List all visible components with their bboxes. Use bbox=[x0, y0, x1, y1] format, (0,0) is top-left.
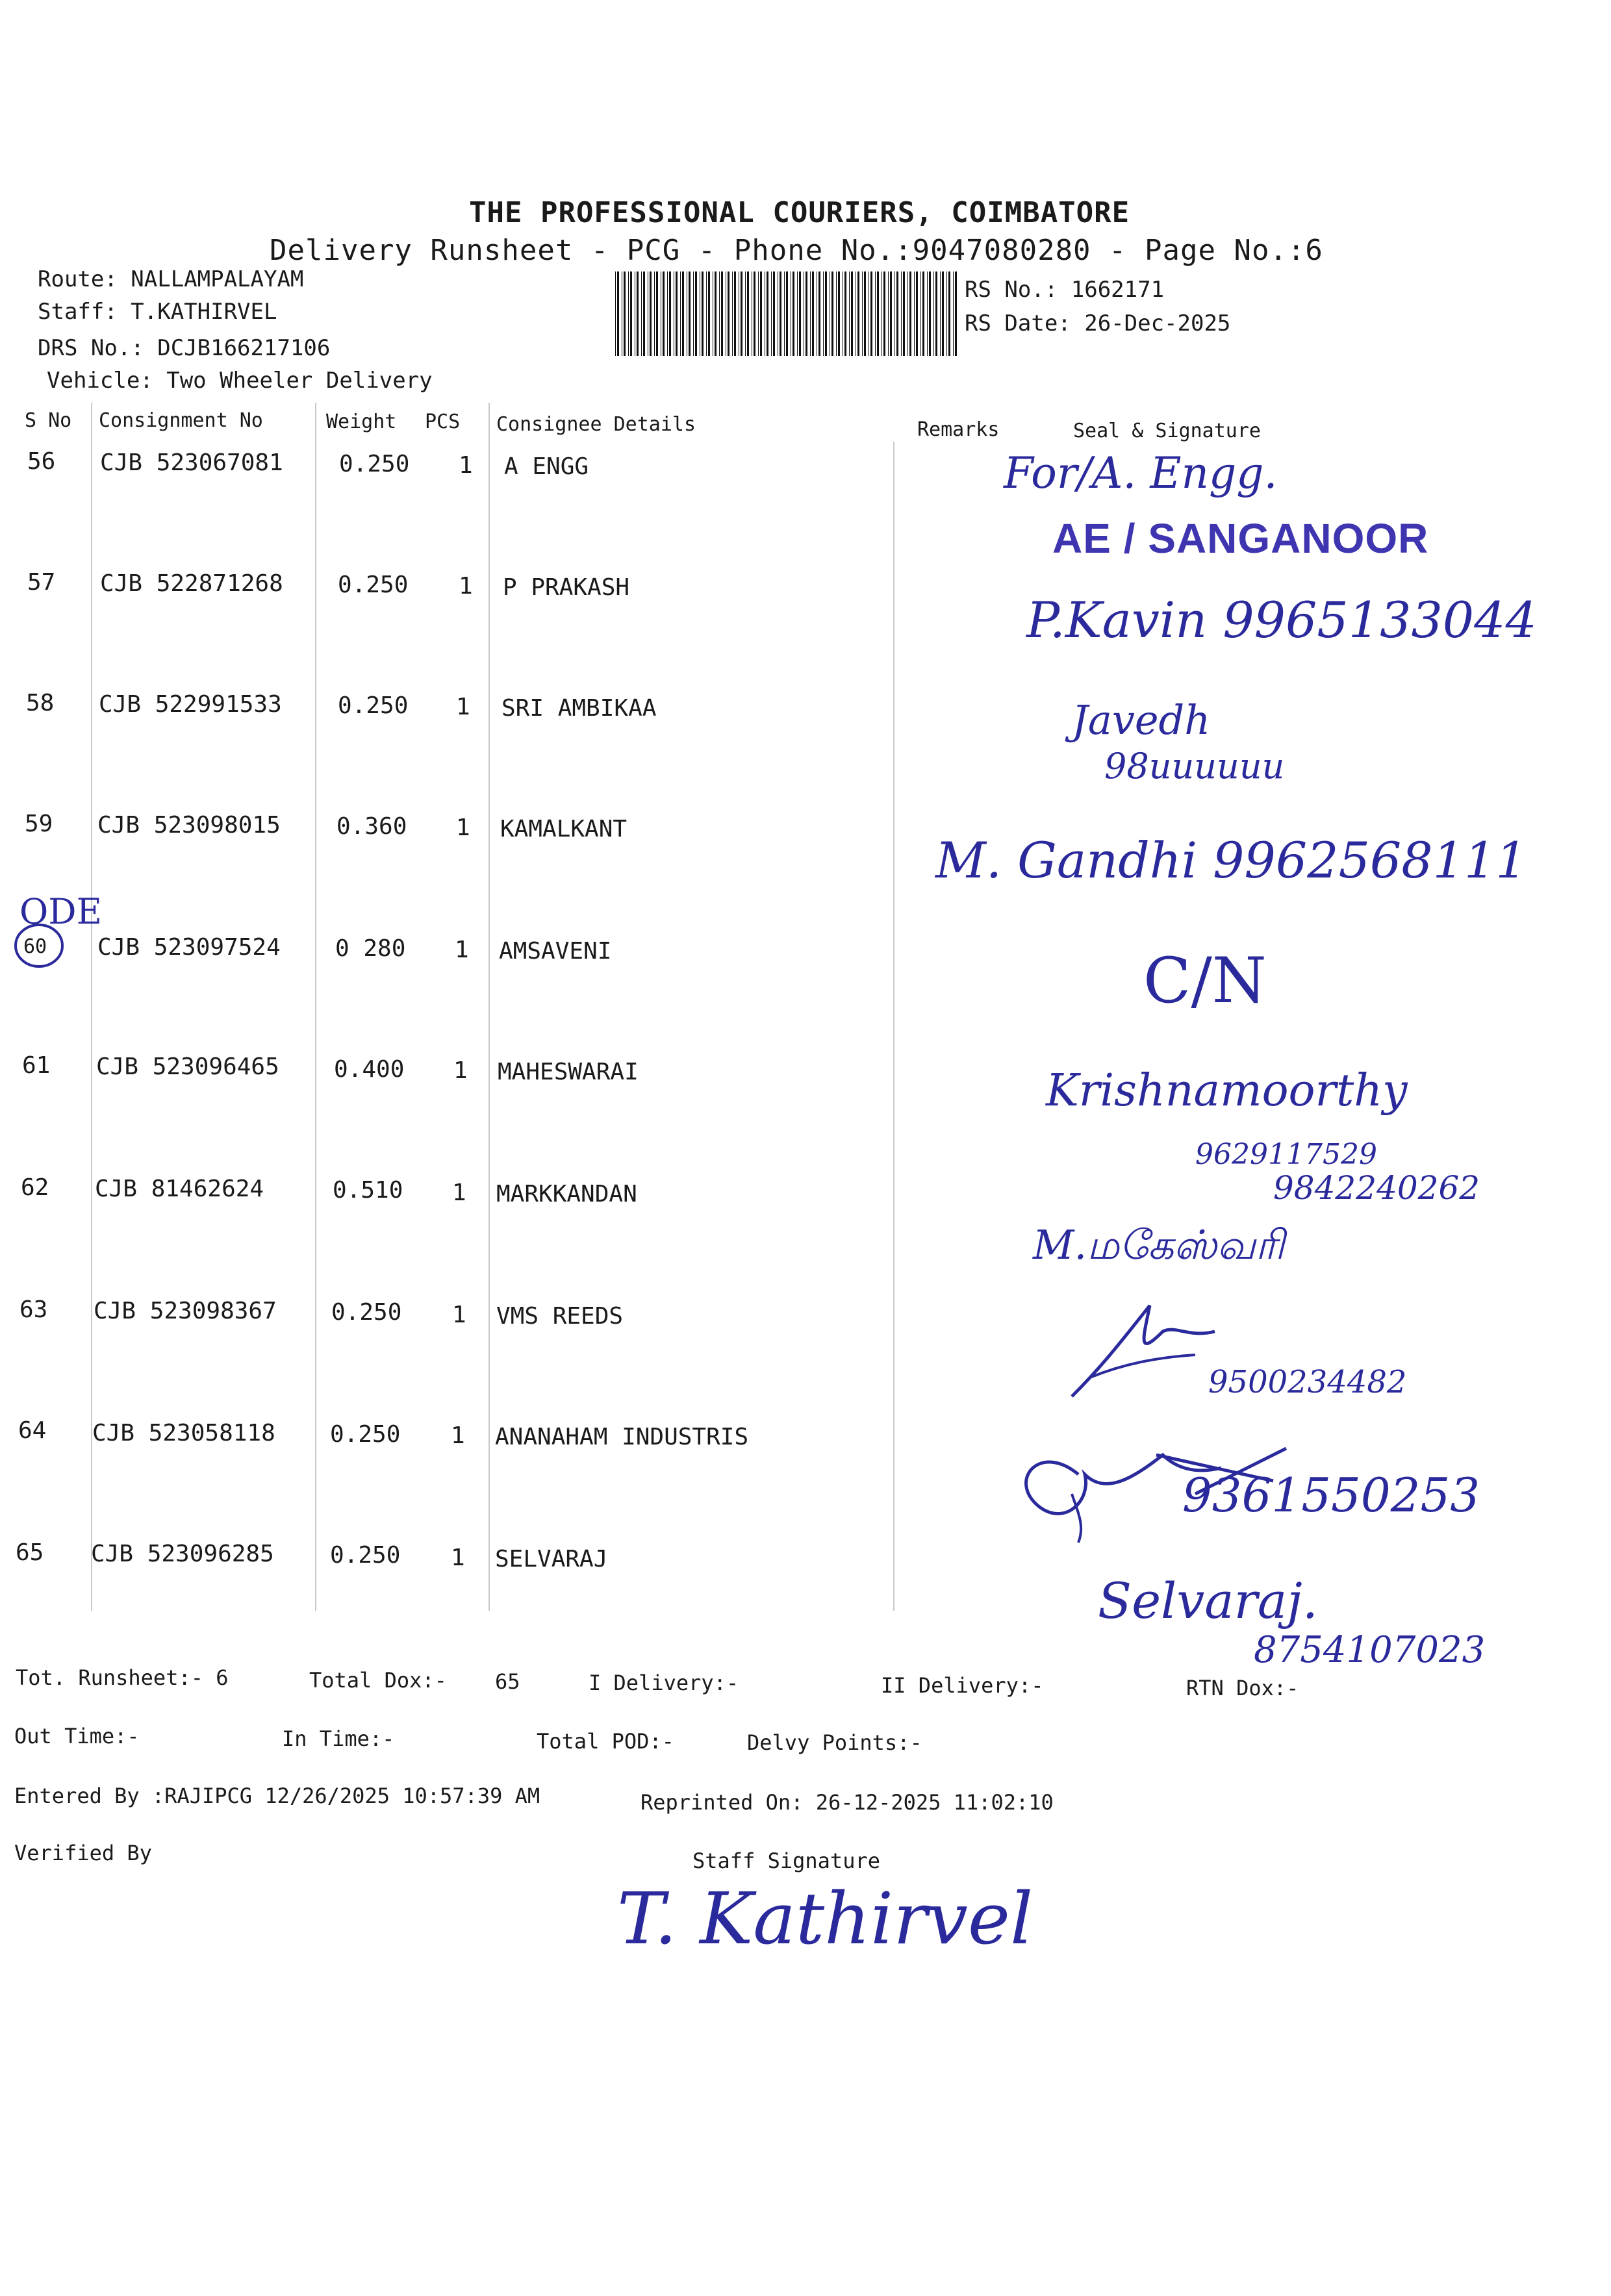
barcode-bar bbox=[702, 271, 704, 356]
barcode-bar bbox=[693, 271, 694, 356]
barcode-bar bbox=[857, 271, 859, 356]
row-sno: 62 bbox=[21, 1174, 49, 1201]
barcode-bar bbox=[955, 271, 957, 356]
col-header-weight: Weight bbox=[326, 410, 397, 433]
barcode-bar bbox=[643, 271, 645, 356]
barcode-bar bbox=[721, 271, 723, 356]
barcode-bar bbox=[637, 271, 639, 356]
handwritten-row58-name: Javedh bbox=[1072, 696, 1211, 744]
barcode-bar bbox=[695, 271, 697, 356]
total-dox-value: 65 bbox=[495, 1669, 520, 1694]
handwritten-row61-name: Krishnamoorthy bbox=[1046, 1065, 1408, 1116]
row-consignment-no: CJB 523098367 bbox=[94, 1298, 277, 1324]
barcode-bar bbox=[890, 271, 892, 356]
row-consignee: AMSAVENI bbox=[499, 938, 612, 965]
barcode-bar bbox=[914, 271, 915, 356]
row-pcs: 1 bbox=[459, 573, 473, 599]
barcode-bar bbox=[920, 271, 921, 356]
row-weight: 0.250 bbox=[330, 1421, 401, 1448]
row-weight: 0.510 bbox=[333, 1177, 403, 1204]
barcode-bar bbox=[641, 271, 642, 356]
barcode-bar bbox=[615, 271, 616, 356]
barcode-bar bbox=[953, 271, 954, 356]
in-time-label: In Time:- bbox=[282, 1726, 395, 1751]
row-consignee: SRI AMBIKAA bbox=[501, 695, 657, 722]
handwritten-row62: M.மகேஸ்வரி bbox=[1033, 1221, 1285, 1268]
verified-by-label: Verified By bbox=[14, 1841, 152, 1865]
barcode-bar bbox=[741, 271, 742, 356]
barcode-bar bbox=[805, 271, 807, 356]
handwritten-row61-number2: 9842240262 bbox=[1273, 1169, 1480, 1207]
handwritten-row58-number: 98uuuuuu bbox=[1104, 746, 1285, 787]
barcode-image bbox=[614, 271, 958, 356]
barcode-bar bbox=[734, 271, 736, 356]
row-consignee: P PRAKASH bbox=[503, 574, 630, 601]
row-consignee: ANANAHAM INDUSTRIS bbox=[495, 1424, 749, 1450]
rtn-dox-label: RTN Dox:- bbox=[1186, 1676, 1299, 1700]
row-weight: 0.250 bbox=[331, 1299, 402, 1326]
barcode-bar bbox=[909, 271, 911, 356]
barcode-bar bbox=[760, 271, 762, 356]
out-time-label: Out Time:- bbox=[14, 1724, 140, 1748]
handwritten-row65-number: 8754107023 bbox=[1254, 1629, 1486, 1671]
signature-scribble-row64 bbox=[1000, 1403, 1312, 1546]
row-weight: 0.360 bbox=[336, 813, 407, 840]
barcode-bar bbox=[929, 271, 931, 356]
barcode-bar bbox=[903, 271, 905, 356]
barcode-bar bbox=[797, 271, 798, 356]
barcode-bar bbox=[793, 271, 794, 356]
row-consignment-no: CJB 523058118 bbox=[92, 1420, 275, 1446]
handwritten-row60: C/N bbox=[1143, 944, 1267, 1017]
row-pcs: 1 bbox=[451, 1545, 465, 1571]
barcode-bar bbox=[894, 271, 895, 356]
rs-number: RS No.: 1662171 bbox=[965, 277, 1165, 303]
barcode-bar bbox=[706, 271, 707, 356]
row-pcs: 1 bbox=[453, 1057, 468, 1084]
barcode-bar bbox=[617, 271, 619, 356]
barcode-bar bbox=[624, 271, 626, 356]
col-header-seal-signature: Seal & Signature bbox=[1073, 420, 1261, 442]
row-consignment-no: CJB 522871268 bbox=[100, 570, 283, 597]
barcode-bar bbox=[823, 271, 824, 356]
row-sno: 58 bbox=[26, 690, 55, 716]
barcode-bar bbox=[682, 271, 684, 356]
barcode-bar bbox=[669, 271, 671, 356]
row-consignee: MAHESWARAI bbox=[498, 1059, 639, 1085]
col-header-consignment: Consignment No bbox=[99, 409, 263, 432]
barcode-bar bbox=[680, 271, 681, 356]
col-header-consignee: Consignee Details bbox=[496, 413, 696, 436]
row-consignee: A ENGG bbox=[504, 453, 589, 480]
handwritten-row57: P.Kavin 9965133044 bbox=[1026, 591, 1537, 649]
vehicle-label: Vehicle: Two Wheeler Delivery bbox=[47, 368, 433, 394]
row-consignment-no: CJB 523098015 bbox=[97, 812, 281, 839]
barcode-bar bbox=[940, 271, 941, 356]
barcode-bar bbox=[650, 271, 652, 356]
entered-by: Entered By :RAJIPCG 12/26/2025 10:57:39 AM bbox=[14, 1784, 540, 1808]
row-weight: 0.250 bbox=[338, 572, 409, 598]
row-sno: 56 bbox=[27, 448, 56, 475]
barcode-bar bbox=[927, 271, 928, 356]
barcode-bar bbox=[831, 271, 833, 356]
barcode-bar bbox=[946, 271, 947, 356]
barcode-bar bbox=[728, 271, 729, 356]
barcode-bar bbox=[654, 271, 655, 356]
barcode-bar bbox=[916, 271, 918, 356]
barcode-bar bbox=[667, 271, 668, 356]
row-weight: 0.250 bbox=[330, 1542, 401, 1569]
company-stamp: AE / SANGANOOR bbox=[1052, 515, 1429, 562]
barcode-bar bbox=[844, 271, 846, 356]
barcode-bar bbox=[689, 271, 691, 356]
barcode-bar bbox=[838, 271, 840, 356]
barcode-bar bbox=[862, 271, 863, 356]
barcode-bar bbox=[628, 271, 629, 356]
row-weight: 0.250 bbox=[338, 692, 409, 719]
barcode-bar bbox=[630, 271, 632, 356]
barcode-bar bbox=[870, 271, 872, 356]
signature-scribble-row63 bbox=[1065, 1293, 1234, 1403]
barcode-bar bbox=[719, 271, 720, 356]
column-divider bbox=[488, 403, 490, 1611]
row-consignee: VMS REEDS bbox=[496, 1303, 624, 1330]
row-weight: 0 280 bbox=[335, 935, 406, 962]
total-dox-label: Total Dox:- bbox=[309, 1668, 447, 1693]
row-pcs: 1 bbox=[459, 452, 473, 479]
barcode-bar bbox=[818, 271, 820, 356]
barcode-bar bbox=[758, 271, 759, 356]
row-sno: 60 bbox=[23, 935, 47, 958]
barcode-bar bbox=[786, 271, 788, 356]
rs-date: RS Date: 26-Dec-2025 bbox=[965, 310, 1231, 336]
row-sno: 57 bbox=[27, 569, 56, 596]
row-sno: 64 bbox=[18, 1417, 47, 1444]
row-consignment-no: CJB 523097524 bbox=[97, 934, 281, 961]
staff-signature-handwritten: T. Kathirvel bbox=[617, 1877, 1034, 1960]
barcode-bar bbox=[663, 271, 665, 356]
handwritten-row64-number: 9361550253 bbox=[1182, 1468, 1480, 1522]
barcode-bar bbox=[767, 271, 768, 356]
barcode-bar bbox=[849, 271, 850, 356]
barcode-bar bbox=[901, 271, 902, 356]
row-consignment-no: CJB 523096465 bbox=[96, 1053, 279, 1080]
handwritten-row59: M. Gandhi 9962568111 bbox=[935, 831, 1527, 889]
column-divider bbox=[315, 403, 316, 1611]
barcode-bar bbox=[922, 271, 924, 356]
row-weight: 0.250 bbox=[339, 451, 410, 477]
runsheet-title: Delivery Runsheet - PCG - Phone No.:9047080280 - Page No.:6 bbox=[270, 234, 1323, 267]
barcode-bar bbox=[754, 271, 755, 356]
row-consignee: MARKKANDAN bbox=[496, 1181, 637, 1207]
row-consignee: KAMALKANT bbox=[500, 816, 628, 842]
row-sno: 61 bbox=[22, 1052, 51, 1079]
barcode-bar bbox=[836, 271, 837, 356]
barcode-bar bbox=[851, 271, 853, 356]
barcode-bar bbox=[875, 271, 876, 356]
total-pod-label: Total POD:- bbox=[537, 1729, 674, 1754]
barcode-bar bbox=[888, 271, 889, 356]
row-pcs: 1 bbox=[456, 694, 470, 720]
row-consignment-no: CJB 523096285 bbox=[91, 1541, 274, 1567]
drs-number: DRS No.: DCJB166217106 bbox=[38, 335, 331, 361]
company-title: THE PROFESSIONAL COURIERS, COIMBATORE bbox=[469, 196, 1130, 229]
col-header-sno: S No bbox=[25, 409, 72, 432]
row-sno: 65 bbox=[16, 1539, 44, 1566]
barcode-bar bbox=[812, 271, 814, 356]
barcode-bar bbox=[825, 271, 827, 356]
row-consignee: SELVARAJ bbox=[495, 1546, 608, 1572]
barcode-bar bbox=[708, 271, 710, 356]
barcode-bar bbox=[948, 271, 950, 356]
row-sno: 63 bbox=[19, 1296, 48, 1323]
handwritten-ode-mark: ODE bbox=[19, 891, 102, 932]
barcode-bar bbox=[907, 271, 908, 356]
row-weight: 0.400 bbox=[334, 1056, 405, 1083]
barcode-bar bbox=[656, 271, 658, 356]
row-pcs: 1 bbox=[455, 937, 469, 963]
barcode-bar bbox=[773, 271, 775, 356]
barcode-bar bbox=[864, 271, 866, 356]
row-pcs: 1 bbox=[456, 814, 470, 841]
reprinted-on: Reprinted On: 26-12-2025 11:02:10 bbox=[641, 1790, 1054, 1815]
barcode-bar bbox=[747, 271, 749, 356]
barcode-bar bbox=[771, 271, 772, 356]
handwritten-row65-name: Selvaraj. bbox=[1098, 1572, 1318, 1630]
row-sno: 59 bbox=[25, 811, 53, 837]
handwritten-row61-number1: 9629117529 bbox=[1195, 1138, 1377, 1171]
staff-label: Staff: T.KATHIRVEL bbox=[38, 299, 277, 325]
barcode-bar bbox=[883, 271, 885, 356]
barcode-bar bbox=[732, 271, 733, 356]
barcode-bar bbox=[745, 271, 746, 356]
barcode-bar bbox=[896, 271, 898, 356]
row-consignment-no: CJB 81462624 bbox=[95, 1176, 264, 1202]
barcode-bar bbox=[933, 271, 934, 356]
total-runsheet: Tot. Runsheet:- 6 bbox=[16, 1665, 229, 1690]
barcode-bar bbox=[784, 271, 785, 356]
ii-delivery-label: II Delivery:- bbox=[881, 1673, 1044, 1698]
barcode-bar bbox=[676, 271, 678, 356]
barcode-bar bbox=[780, 271, 781, 356]
staff-signature-label: Staff Signature bbox=[692, 1848, 880, 1873]
barcode-bar bbox=[935, 271, 937, 356]
row-pcs: 1 bbox=[452, 1302, 466, 1328]
i-delivery-label: I Delivery:- bbox=[589, 1671, 739, 1695]
row-pcs: 1 bbox=[451, 1422, 465, 1449]
handwritten-row56: For/A. Engg. bbox=[1004, 448, 1278, 498]
barcode-bar bbox=[877, 271, 879, 356]
barcode-bar bbox=[799, 271, 801, 356]
delivery-points-label: Delvy Points:- bbox=[747, 1730, 922, 1755]
barcode-bar bbox=[810, 271, 811, 356]
col-header-pcs: PCS bbox=[425, 410, 461, 433]
row-pcs: 1 bbox=[452, 1180, 466, 1206]
row-consignment-no: CJB 523067081 bbox=[100, 449, 283, 476]
handwritten-row63-number: 9500234482 bbox=[1208, 1364, 1407, 1400]
barcode-bar bbox=[715, 271, 717, 356]
route-label: Route: NALLAMPALAYAM bbox=[38, 266, 304, 292]
barcode-bar bbox=[942, 271, 944, 356]
row-consignment-no: CJB 522991533 bbox=[99, 691, 282, 718]
col-header-remarks: Remarks bbox=[917, 418, 1000, 441]
column-divider bbox=[893, 442, 894, 1611]
